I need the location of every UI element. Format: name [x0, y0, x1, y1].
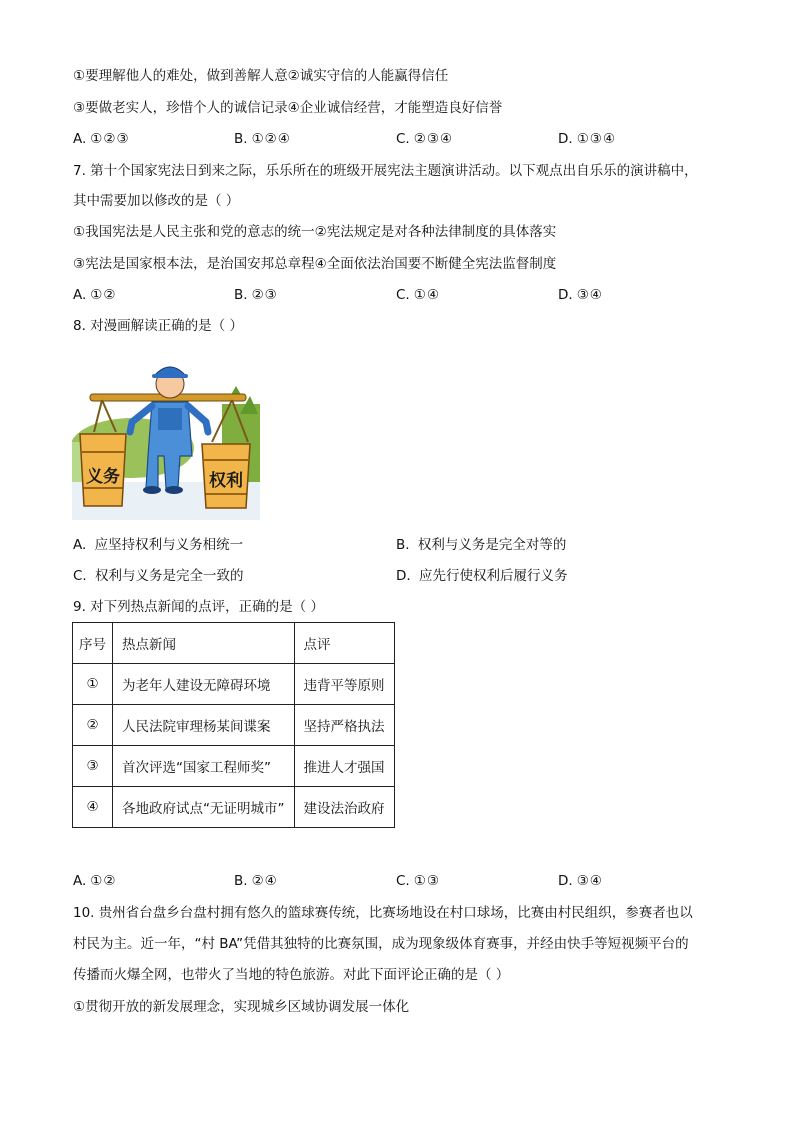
cartoon-worker-arm-right: [188, 406, 208, 432]
cartoon-bucket-left-label: 义务: [86, 467, 120, 487]
q6-option-d[interactable]: D. ①③④: [558, 131, 616, 147]
table-cell: ④: [73, 787, 113, 828]
table-cell: 为老年人建设无障碍环境: [113, 664, 295, 705]
table-header-cell: 点评: [294, 623, 394, 664]
table-row: [73, 705, 395, 746]
q9-option-a[interactable]: A. ①②: [73, 873, 117, 889]
table-cell: 建设法治政府: [294, 787, 394, 828]
table-row: [73, 787, 395, 828]
q8-option-b[interactable]: B. 权利与义务是完全对等的: [396, 537, 567, 553]
table-row: [73, 664, 395, 705]
q9-option-d[interactable]: D. ③④: [558, 873, 603, 889]
table-cell: 推进人才强国: [294, 746, 394, 787]
q8-option-c[interactable]: C. 权利与义务是完全一致的: [73, 568, 244, 584]
cartoon-illustration: [72, 356, 260, 520]
q10-stem-line2: 村民为主。近一年，“村 BA”凭借其独特的比赛氛围，成为现象级体育赛事，并经由快手等短视频平台的: [73, 936, 689, 952]
q6-option-b[interactable]: B. ①②④: [234, 131, 291, 147]
q7-statements-line2: ③宪法是国家根本法，是治国安邦总章程④全面依法治国要不断健全宪法监督制度: [73, 256, 557, 272]
q6-statements-line2: ③要做老实人，珍惜个人的诚信记录④企业诚信经营，才能塑造良好信誉: [73, 100, 503, 116]
cartoon-worker-hat-brim: [152, 374, 188, 378]
cartoon-bucket-right-label: 权利: [209, 471, 243, 491]
q7-option-a[interactable]: A. ①②: [73, 287, 117, 303]
q6-option-c[interactable]: C. ②③④: [396, 131, 454, 147]
table-cell: 违背平等原则: [294, 664, 394, 705]
cartoon-worker-bib: [158, 408, 182, 430]
q9-option-b[interactable]: B. ②④: [234, 873, 278, 889]
table-cell: 人民法院审理杨某间谍案: [113, 705, 295, 746]
q8-stem: 8. 对漫画解读正确的是（ ）: [73, 318, 243, 334]
q9-option-c[interactable]: C. ①③: [396, 873, 440, 889]
q10-stem-line1: 10. 贵州省台盘乡台盘村拥有悠久的篮球赛传统，比赛场地设在村口球场，比赛由村民组织，参赛者也以: [73, 905, 693, 921]
q9-stem: 9. 对下列热点新闻的点评，正确的是（ ）: [73, 599, 324, 615]
cartoon-worker-shoe-left: [143, 486, 161, 494]
q7-stem-line2: 其中需要加以修改的是（ ）: [73, 193, 240, 209]
table-row: [73, 746, 395, 787]
q6-option-a[interactable]: A. ①②③: [73, 131, 130, 147]
table-cell: ②: [73, 705, 113, 746]
q7-option-d[interactable]: D. ③④: [558, 287, 603, 303]
q8-option-d[interactable]: D. 应先行使权利后履行义务: [396, 568, 568, 584]
table-cell: ③: [73, 746, 113, 787]
q8-option-a[interactable]: A. 应坚持权利与义务相统一: [73, 537, 244, 553]
q7-option-c[interactable]: C. ①④: [396, 287, 440, 303]
cartoon-worker-shoe-right: [165, 486, 183, 494]
table-cell: 首次评选“国家工程师奖”: [113, 746, 295, 787]
q7-option-b[interactable]: B. ②③: [234, 287, 278, 303]
table-cell: ①: [73, 664, 113, 705]
table-header-cell: 序号: [73, 623, 113, 664]
q10-statement-1: ①贯彻开放的新发展理念，实现城乡区域协调发展一体化: [73, 999, 410, 1015]
q9-news-table: [72, 622, 395, 828]
q7-stem-line1: 7. 第十个国家宪法日到来之际，乐乐所在的班级开展宪法主题演讲活动。以下观点出自乐乐的演讲稿中，: [73, 163, 698, 179]
table-cell: 各地政府试点“无证明城市”: [113, 787, 295, 828]
table-header-cell: 热点新闻: [113, 623, 295, 664]
table-cell: 坚持严格执法: [294, 705, 394, 746]
q6-statements-line1: ①要理解他人的难处，做到善解人意②诚实守信的人能赢得信任: [73, 68, 449, 84]
q10-stem-line3: 传播而火爆全网，也带火了当地的特色旅游。对此下面评论正确的是（ ）: [73, 967, 510, 983]
table-header-row: [73, 623, 395, 664]
q7-statements-line1: ①我国宪法是人民主张和党的意志的统一②宪法规定是对各种法律制度的具体落实: [73, 224, 557, 240]
